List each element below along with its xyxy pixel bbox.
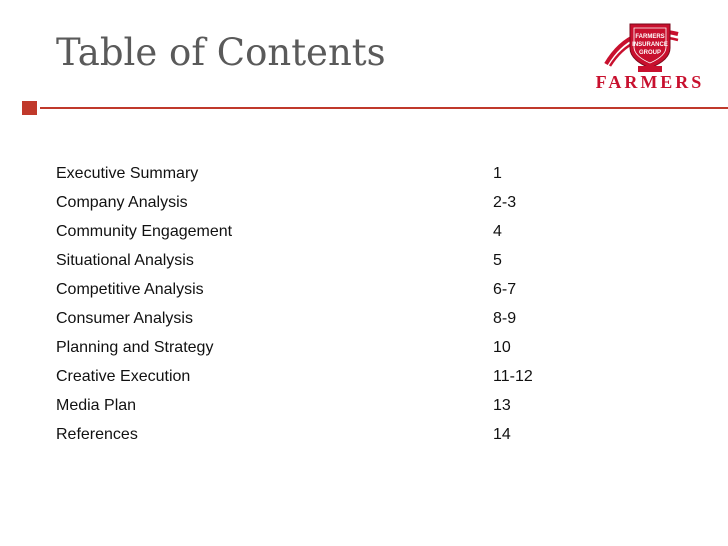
toc-row xyxy=(56,309,676,338)
toc-entry-title: Creative Execution xyxy=(56,368,191,385)
toc-row xyxy=(56,338,676,367)
toc-entry-page: 1 xyxy=(493,165,502,182)
toc-row xyxy=(56,396,676,425)
toc-entry-title: Community Engagement xyxy=(56,223,233,240)
divider-line xyxy=(40,107,728,109)
toc-entry-page: 11-12 xyxy=(493,368,533,385)
toc-row xyxy=(56,251,676,280)
toc-entry-page: 6-7 xyxy=(493,281,517,298)
toc-entry-title: Situational Analysis xyxy=(56,252,194,269)
toc-entry-page: 10 xyxy=(493,339,511,356)
logo-badge-line: INSURANCE xyxy=(632,42,668,48)
toc-entry-title: Consumer Analysis xyxy=(56,310,193,327)
toc-entry-title: Executive Summary xyxy=(56,165,199,182)
toc-row xyxy=(56,164,676,193)
logo-badge-line: GROUP xyxy=(638,50,662,56)
farmers-shield-icon xyxy=(586,18,714,96)
toc-entry-page: 4 xyxy=(493,223,502,240)
toc-row xyxy=(56,425,676,454)
logo-wordmark: FARMERS xyxy=(595,72,705,92)
toc-entry-title: Company Analysis xyxy=(56,194,188,211)
toc-row xyxy=(56,193,676,222)
logo-badge-line: FARMERS xyxy=(635,34,665,40)
toc-entry-title: Planning and Strategy xyxy=(56,339,214,356)
toc-entry-page: 5 xyxy=(493,252,502,269)
title-divider xyxy=(0,101,728,115)
toc-entry-page: 14 xyxy=(493,426,511,443)
toc-row xyxy=(56,280,676,309)
toc-row xyxy=(56,222,676,251)
farmers-logo xyxy=(586,18,714,96)
page-title: Table of Contents xyxy=(56,31,386,74)
toc-entry-page: 2-3 xyxy=(493,194,517,211)
toc-entry-title: References xyxy=(56,426,138,443)
toc-entry-title: Competitive Analysis xyxy=(56,281,204,298)
toc-row xyxy=(56,367,676,396)
toc-entry-title: Media Plan xyxy=(56,397,137,414)
toc-entry-page: 13 xyxy=(493,397,511,414)
divider-square xyxy=(22,101,37,115)
toc-entry-page: 8-9 xyxy=(493,310,517,327)
table-of-contents xyxy=(56,164,676,454)
